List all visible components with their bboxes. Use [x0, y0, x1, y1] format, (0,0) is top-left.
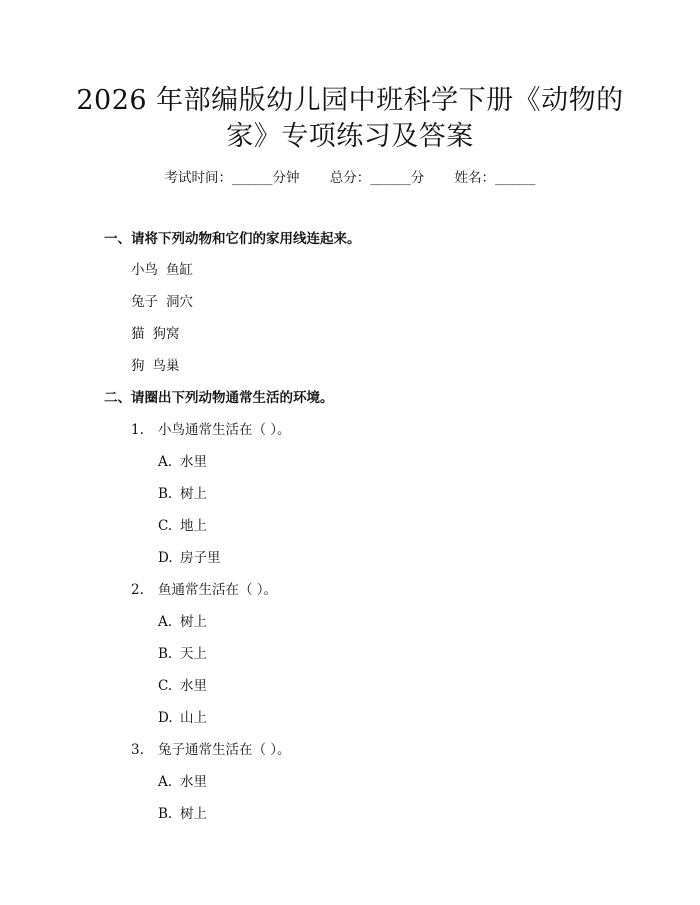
- match-home: 鱼缸: [166, 262, 193, 278]
- option-letter: B.: [158, 486, 173, 502]
- option-text: 树上: [180, 486, 207, 502]
- option-letter: D.: [158, 550, 173, 566]
- option-text: 树上: [180, 806, 207, 822]
- match-row: [131, 260, 193, 280]
- document-title-line-2: 家》专项练习及答案: [226, 121, 474, 152]
- option-row: [158, 676, 207, 696]
- match-animal: 小鸟: [131, 262, 158, 278]
- option-letter: D.: [158, 710, 173, 726]
- match-animal: 狗: [131, 358, 145, 374]
- option-row: [158, 548, 221, 568]
- option-letter: A.: [158, 614, 173, 630]
- option-row: [158, 452, 207, 472]
- match-row: [131, 292, 193, 312]
- option-text: 树上: [180, 614, 207, 630]
- option-letter: A.: [158, 454, 173, 470]
- match-home: 狗窝: [152, 326, 180, 342]
- question-number: 1.: [131, 422, 144, 438]
- match-row: [131, 356, 180, 376]
- option-row: [158, 772, 207, 792]
- match-home: 鸟巢: [152, 358, 180, 374]
- option-letter: C.: [158, 678, 173, 694]
- option-letter: B.: [158, 646, 173, 662]
- option-row: [158, 644, 207, 664]
- student-name-field: 姓名：______: [454, 170, 536, 186]
- question-number: 2.: [131, 582, 144, 598]
- document-title-line-1: 2026 年部编版幼儿园中班科学下册《动物的: [76, 85, 624, 116]
- section-2-heading: 二、请圈出下列动物通常生活的环境。: [104, 390, 334, 406]
- question-text: 兔子通常生活在（ ）。: [158, 742, 291, 758]
- option-row: [158, 612, 207, 632]
- option-text: 水里: [180, 774, 207, 790]
- question-2: [131, 580, 277, 600]
- total-score-field: 总分：______分: [329, 170, 425, 186]
- option-row: [158, 516, 207, 536]
- match-row: [131, 324, 180, 344]
- option-row: [158, 708, 207, 728]
- option-text: 水里: [180, 454, 207, 470]
- question-text: 鱼通常生活在（ ）。: [158, 582, 278, 598]
- match-home: 洞穴: [166, 294, 193, 310]
- option-text: 地上: [180, 518, 207, 534]
- section-1-heading: 一、请将下列动物和它们的家用线连起来。: [104, 231, 361, 247]
- option-text: 山上: [180, 710, 207, 726]
- match-animal: 兔子: [131, 294, 158, 310]
- match-animal: 猫: [131, 326, 145, 342]
- question-1: [131, 420, 291, 440]
- option-row: [158, 484, 207, 504]
- question-3: [131, 740, 291, 760]
- option-row: [158, 804, 207, 824]
- option-letter: A.: [158, 774, 173, 790]
- exam-meta: [0, 168, 700, 188]
- option-text: 天上: [180, 646, 207, 662]
- question-number: 3.: [131, 742, 144, 758]
- exam-time-field: 考试时间：______分钟: [164, 170, 300, 186]
- option-text: 水里: [180, 678, 207, 694]
- question-text: 小鸟通常生活在（ ）。: [158, 422, 291, 438]
- option-text: 房子里: [180, 550, 221, 566]
- option-letter: B.: [158, 806, 173, 822]
- option-letter: C.: [158, 518, 173, 534]
